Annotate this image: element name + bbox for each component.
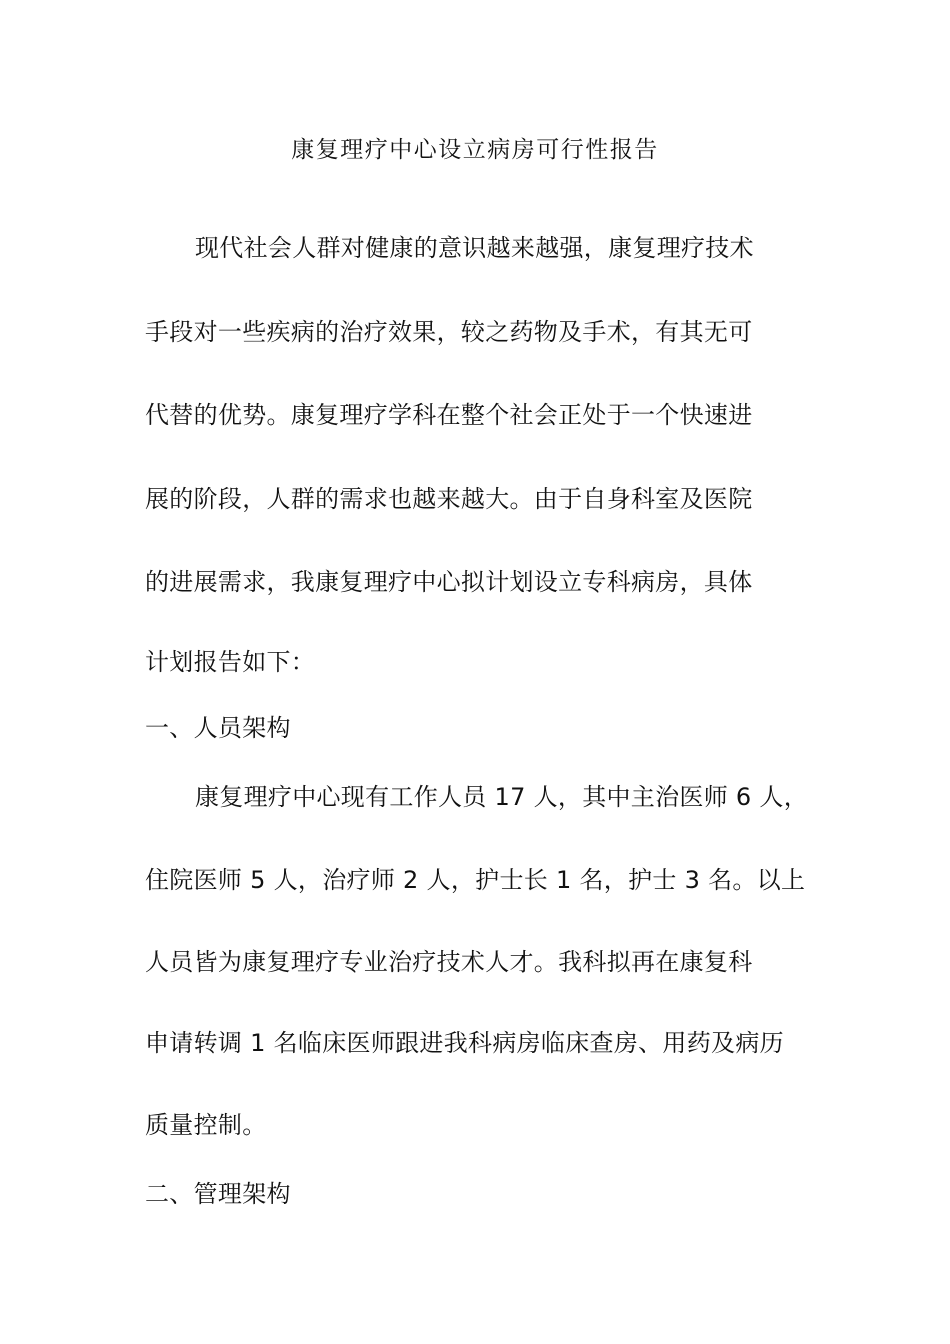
section-heading: 一、人员架构: [145, 714, 291, 742]
paragraph-line: 的进展需求，我康复理疗中心拟计划设立专科病房，具体: [145, 568, 753, 596]
paragraph-line: 质量控制。: [145, 1111, 267, 1139]
section-heading: 二、管理架构: [145, 1180, 291, 1208]
paragraph-line: 手段对一些疾病的治疗效果，较之药物及手术，有其无可: [145, 318, 753, 346]
paragraph-line: 申请转调 1 名临床医师跟进我科病房临床查房、用药及病历: [145, 1029, 784, 1057]
paragraph-line: 现代社会人群对健康的意识越来越强，康复理疗技术: [195, 234, 754, 262]
paragraph-line: 康复理疗中心现有工作人员 17 人，其中主治医师 6 人，: [195, 783, 809, 811]
paragraph-line: 计划报告如下：: [145, 648, 316, 676]
document-title: 康复理疗中心设立病房可行性报告: [291, 137, 659, 163]
paragraph-line: 住院医师 5 人，治疗师 2 人，护士长 1 名，护士 3 名。以上: [145, 866, 806, 894]
paragraph-line: 展的阶段，人群的需求也越来越大。由于自身科室及医院: [145, 485, 753, 513]
paragraph-line: 人员皆为康复理疗专业治疗技术人才。我科拟再在康复科: [145, 948, 753, 976]
paragraph-line: 代替的优势。康复理疗学科在整个社会正处于一个快速进: [145, 401, 753, 429]
